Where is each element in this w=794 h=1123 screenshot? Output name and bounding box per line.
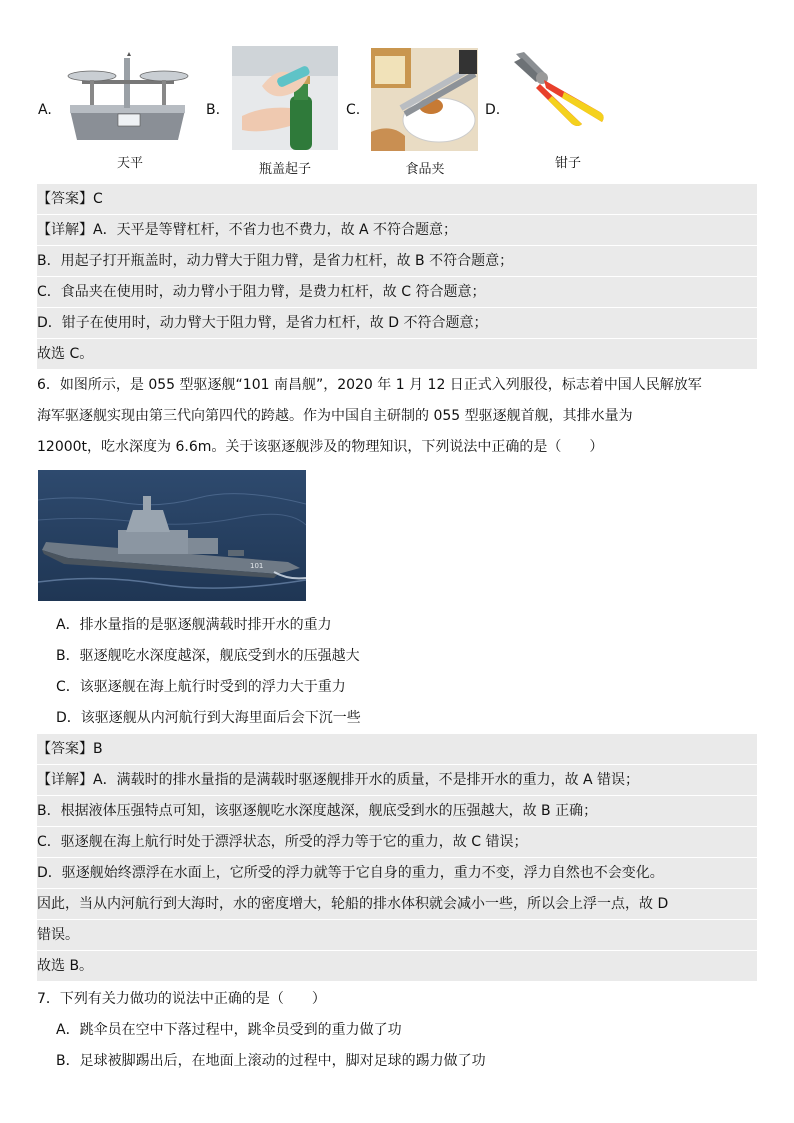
q6-option-a: A．排水量指的是驱逐舰满载时排开水的重力 bbox=[56, 617, 332, 633]
q6-detail-line: 【详解】A．满载时的排水量指的是满载时驱逐舰排开水的质量，不是排开水的重力，故 A 错误； bbox=[37, 765, 757, 795]
destroyer-photo bbox=[38, 470, 306, 601]
caption-balance-scale: 天平 bbox=[116, 156, 143, 171]
q5-detail-line: 故选 C。 bbox=[37, 339, 757, 369]
caption-pliers: 钳子 bbox=[554, 156, 581, 171]
q6-detail-line: 错误。 bbox=[37, 920, 757, 950]
q6-detail-line: 因此，当从内河航行到大海时，水的密度增大，轮船的排水体积就会减小一些，所以会上浮一点，故 D bbox=[37, 889, 757, 919]
q7-option-b: B．足球被脚踢出后，在地面上滚动的过程中，脚对足球的踢力做了功 bbox=[56, 1053, 486, 1069]
q6-detail-line: B．根据液体压强特点可知，该驱逐舰吃水深度越深，舰底受到水的压强越大，故 B 正确； bbox=[37, 796, 757, 826]
q5-detail-line: D．钳子在使用时，动力臂大于阻力臂，是省力杠杆，故 D 不符合题意； bbox=[37, 308, 757, 338]
q7-stem: 7．下列有关力做功的说法中正确的是（ ） bbox=[37, 991, 326, 1007]
q5-detail-line: B．用起子打开瓶盖时，动力臂大于阻力臂，是省力杠杆，故 B 不符合题意； bbox=[37, 246, 757, 276]
caption-bottle-opener: 瓶盖起子 bbox=[258, 162, 311, 177]
q5-answer: 【答案】C bbox=[37, 184, 757, 214]
q6-detail-line: D．驱逐舰始终漂浮在水面上，它所受的浮力就等于它自身的重力，重力不变，浮力自然也不会变化。 bbox=[37, 858, 757, 888]
pliers-icon bbox=[512, 50, 612, 128]
option-c-letter: C. bbox=[346, 102, 361, 118]
q6-answer: 【答案】B bbox=[37, 734, 757, 764]
q6-detail-line: C．驱逐舰在海上航行时处于漂浮状态，所受的浮力等于它的重力，故 C 错误； bbox=[37, 827, 757, 857]
q5-detail-line: 【详解】A．天平是等臂杠杆，不省力也不费力，故 A 不符合题意； bbox=[37, 215, 757, 245]
q5-detail-line: C．食品夹在使用时，动力臂小于阻力臂，是费力杠杆，故 C 符合题意； bbox=[37, 277, 757, 307]
balance-scale-icon bbox=[60, 50, 195, 145]
option-b-letter: B. bbox=[206, 102, 221, 118]
option-a-letter: A. bbox=[38, 102, 52, 118]
q6-option-d: D．该驱逐舰从内河航行到大海里面后会下沉一些 bbox=[56, 710, 361, 726]
q6-stem-line: 12000t，吃水深度为 6.6m。关于该驱逐舰涉及的物理知识，下列说法中正确的是（ ） bbox=[37, 439, 604, 455]
food-tongs-icon bbox=[371, 48, 478, 151]
option-d-letter: D. bbox=[485, 102, 501, 118]
q6-detail-line: 故选 B。 bbox=[37, 951, 757, 981]
bottle-opener-icon bbox=[232, 46, 338, 150]
hull-number: 101 bbox=[250, 562, 264, 570]
q6-option-b: B．驱逐舰吃水深度越深，舰底受到水的压强越大 bbox=[56, 648, 360, 664]
caption-food-tongs: 食品夹 bbox=[405, 162, 445, 177]
q7-option-a: A．跳伞员在空中下落过程中，跳伞员受到的重力做了功 bbox=[56, 1022, 402, 1038]
q6-stem-line: 6．如图所示，是 055 型驱逐舰“101 南昌舰”，2020 年 1 月 12 日正式入列服役，标志着中国人民解放军 bbox=[37, 377, 702, 393]
q6-option-c: C．该驱逐舰在海上航行时受到的浮力大于重力 bbox=[56, 679, 346, 695]
q6-stem-line: 海军驱逐舰实现由第三代向第四代的跨越。作为中国自主研制的 055 型驱逐舰首舰，其排水量为 bbox=[37, 408, 633, 424]
